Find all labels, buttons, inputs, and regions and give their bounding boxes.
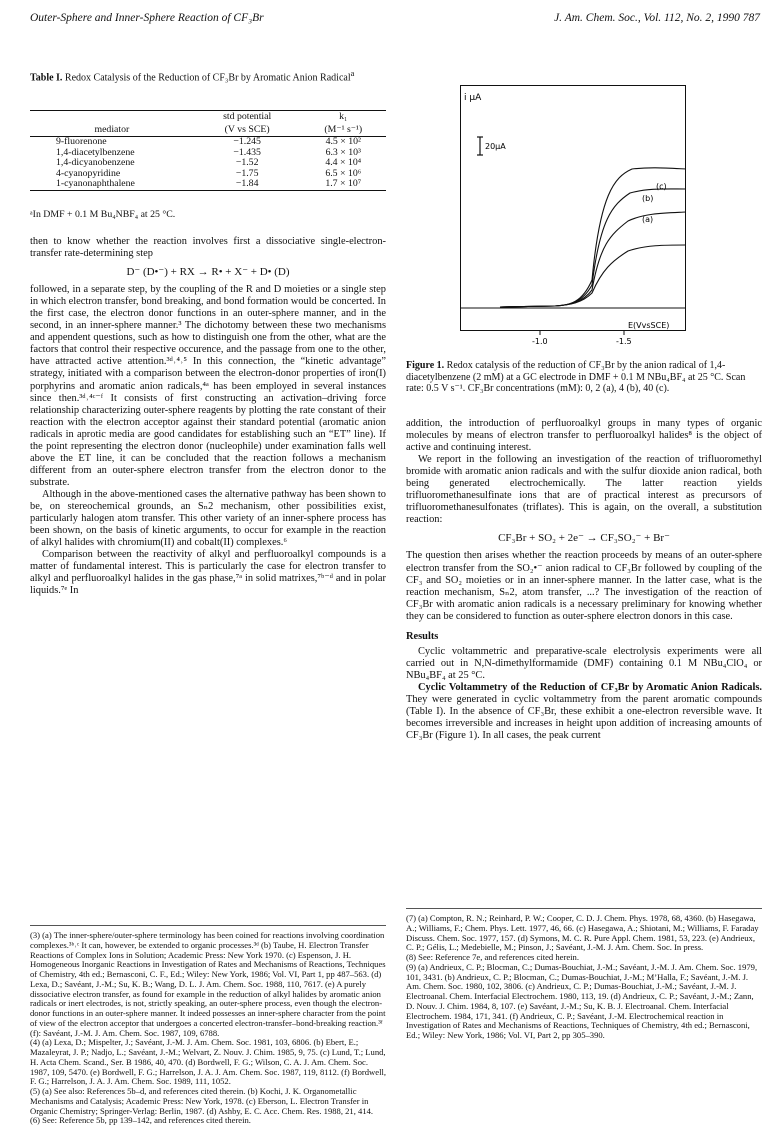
curve-a: [500, 212, 686, 307]
right-footnotes: [406, 908, 762, 1041]
cell-mediator: 9-fluorenone: [56, 136, 107, 147]
table-footnote: ᵃIn DMF + 0.1 M Bu₄NBF₄ at 25 °C.: [30, 209, 176, 220]
footnote: (4) (a) Lexa, D.; Mispelter, J.; Savéant, J.-M. J. Am. Chem. Soc. 1981, 103, 6806. (b) Ebert, E.; Mazaleyrat, J. P.; Nadjo, L.; Savéant, J.-M.; Welvart, Z. Nouv. J. Chim. 1985, 9, 75. (c) Lund, T.; Lund, H. Acta Chem. Scand., Ser. B 1986, 40, 470. (d) Bordwell, F. G.; Wilson, C. A. J. Am. Chem. Soc. 1987, 109, 5470. (e) Bordwell, F. G.; Harrelson, J. A. J. Am. Chem. Soc. 1987, 119, 8112. (f) Bordwell, F. G.; Harrelson, J. A. J. Am. Chem. Soc. 1989, 111, 1052.: [30, 1037, 387, 1087]
footnote: (3) (a) The inner-sphere/outer-sphere terminology has been coined for reactions involving coordination complexes.³ᵇ˒ᶜ It can, however, be extended to organic processes.³ᵈ (b) Taube, H. Electron Transfer Reactions of Complex Ions in Solution; Academic Press: New York 1970. (c) Espenson, J. H. Homogeneous Inorganic Reactions in Investigation of Rates and Mechanisms of Reactions, Techniques of Chemistry, 4th ed.; Bernasconi, C. F., Ed.; Wiley: New York, 1986; Vol. VI, Part 1, pp 487–563. (d) Lexa, D.; Savéant, J.-M.; Su, K. B.; Wang, D. L. J. Am. Chem. Soc. 1988, 110, 7617. (e) A purely dissociative electron transfer, as found for example in the reduction of alkyl halides by aromatic anion radicals or inert electrodes, is not, strictly speaking, an outer-sphere process, even though the electron-donor functions in an outer-sphere manner. It indeed possesses an inner-sphere character from the point of view of the electron acceptor that undergoes a concerted electron-transfer–bond-breaking reaction.³ᶠ (f): Savéant, J.-M. J. Am. Chem. Soc. 1987, 109, 6788.: [30, 930, 386, 1038]
body-text: They were generated in cyclic voltammetry from the parent aromatic compounds (Table I). In the absence of CF₃Br, these exhibit a one-electron reversible wave. It becomes irreversible and increases in height upon addition of increasing amounts of CF₃Br (Figure 1). In all cases, the peak current: [406, 693, 762, 742]
header-journal: J. Am. Chem. Soc., Vol. 112, No. 2, 1990 787: [554, 12, 760, 24]
scale-label: 20μA: [485, 142, 506, 151]
tick-label-2: -1.5: [616, 337, 632, 346]
plot-frame: [461, 86, 686, 331]
cell-mediator: 1,4-diacetylbenzene: [56, 146, 135, 158]
body-paragraph: followed, in a separate step, by the coupling of the R and D moieties or a single step in which electron transfer, bond breaking, and bond formation would be concerted. In the first case, the electron donor functions in an outer-sphere manner, and in the second, in an inner-sphere manner.³ The dichotomy between these two mechanisms and appendent questions, such as how to distinguish one from the other, what are the factors that control their respective occurence, and the passage from one to the other, have attracted active attention.³ᵈ˒⁴˒⁵ In this connection, the “kinetic advantage” strategy, initiated with a comparison between the electron-donor properties of iron(I) porphyrins and aromatic anion radicals,⁴ᵃ has been employed in several instances since then.³ᵈ˒⁴ᶜ⁻ᶠ It consists of first constructing an activation–driving force relationship characterizing outer-sphere reagents by plotting the rate constant of their reaction with the electron acceptor against their standard potential (aromatic anion radicals in aprotic media are good candidates for establishing such an “ET” line). If the point representing the electron donor (nucleophile) under examination falls well above the ET line, it can be concluded that the reaction follows a mechanism different from an outer-sphere electron transfer from the electron donor to the substrate.: [30, 284, 386, 488]
body-paragraph: then to know whether the reaction involves first a dissociative single-electron-transfer rate-determining step: [30, 236, 386, 260]
footnote: (5) (a) See also: References 5b–d, and references cited therein. (b) Kochi, J. K. Organometallic Mechanisms and Catalysis; Academic Press: New York, 1978. (c) Eberson, L. Electron Transfer in Organic Chemistry; Springer-Verlag: Berlin, 1987. (d) Ashby, E. C. Acc. Chem. Res. 1988, 21, 414.: [30, 1086, 374, 1116]
col-mediator: mediator: [94, 123, 130, 135]
body-paragraph: Although in the above-mentioned cases the alternative pathway has been shown to be, on stereochemical grounds, an Sₙ2 mechanism, other possibilities exist, particularly halogen atom transfer. This other variety of an inner-sphere process has been shown, on the basis of kinetic arguments, to occur for example in the reaction of alkyl halides with chromium(II) and cobalt(II) complexes.⁶: [30, 488, 386, 549]
body-paragraph: The question then arises whether the reaction proceeds by means of an outer-sphere electron transfer from the SO₂•⁻ anion radical to CF₃Br followed by coupling of the CF₃ and SO₂ moieties or in an inner-sphere manner. In the latter case, what is the reaction mechanism, Sₙ2, atom transfer, ...? The investigation of the reaction of CF₃Br with aromatic anion radicals is a necessary preliminary for knowing whether they can be considered to function as outer-sphere electron donors in this case.: [406, 550, 762, 622]
footnote: (9) (a) Andrieux, C. P.; Blocman, C.; Dumas-Bouchiat, J.-M.; Savéant, J.-M. J. Am. Chem. Soc. 1979, 101, 3431. (b) Andrieux, C. P.; Blocman, C.; Dumas-Bouchiat, J.-M.; M’Halla, F.; Savéant, J.-M. J. Am. Chem. Soc. 1980, 102, 3806. (c) Andrieux, C. P.; Dumas-Bouchiat, J.-M.; Savéant, J.-M. J. Electroanal. Chem. Interfacial Electrochem. 1980, 113, 19. (d) Andrieux, C. P.; Savéant, J.-M.; Zann, D. Nouv. J. Chim. 1984, 8, 107. (e) Savéant, J.-M.; Su, K. B. J. Electroanal. Chem. Interfacial Electrochem. 1984, 171, 341. (f) Andrieux, C. P.; Savéant, J.-M. Electrochemical reaction in Investigation of Rates and Mechanisms of Reactions, Techniques of Chemistry, 4th ed.; Bernasconi, Ed.; Wiley: New York, 1986; Vol. VI, Part 2, pp 305–390.: [406, 961, 758, 1040]
right-column-body: [406, 418, 762, 742]
tick-label-1: -1.0: [532, 337, 548, 346]
figure-caption-label: Figure 1.: [406, 360, 445, 371]
cell-k1: 6.5 × 10⁶: [325, 167, 362, 179]
running-header: [30, 12, 760, 26]
cell-k1: 4.5 × 10²: [325, 136, 361, 147]
left-column-body: [30, 236, 386, 597]
body-paragraph: We report in the following an investigation of the reaction of trifluoromethyl bromide with aromatic anion radicals and with the sulfur dioxide anion radical, both being generated electrochemically. The latter reaction yields trifluoromethanesulfinate ions that are of practical interest as precursors of trifluoromethanesulfonates (triflates). This is again, on the overall, a substitution reaction:: [406, 454, 762, 526]
redox-table: [30, 110, 386, 191]
header-title: Outer-Sphere and Inner-Sphere Reaction of CF₃Br: [30, 12, 264, 24]
cell-potential: −1.435: [233, 146, 261, 158]
table-caption-note: a: [350, 69, 355, 78]
run-in-heading: Cyclic Voltammetry of the Reduction of CF₃Br by Aromatic Anion Radicals.: [418, 681, 762, 693]
cell-potential: −1.84: [235, 178, 259, 190]
section-heading: Results: [406, 630, 439, 642]
figure-1: [460, 85, 686, 347]
figure-1-plot: [460, 85, 686, 347]
x-axis-label: E(VvsSCE): [628, 321, 670, 330]
col-potential-1: std potential: [223, 111, 272, 122]
curve-label-a: (a): [642, 215, 654, 224]
table-row: [30, 137, 386, 148]
cell-k1: 4.4 × 10⁴: [325, 157, 362, 169]
footnote: (8) See: Reference 7e, and references cited herein.: [406, 952, 579, 962]
curve-label-b: (b): [642, 194, 654, 203]
curve-b: [500, 189, 686, 307]
cell-potential: −1.52: [235, 157, 259, 169]
table-body: [30, 137, 386, 191]
equation-substitution: CF₃Br + SO₂ + 2e⁻ → CF₃SO₂⁻ + Br⁻: [498, 532, 670, 545]
cell-k1: 6.3 × 10³: [325, 146, 361, 158]
footnote: (6) See: Reference 5b, pp 139–142, and references cited therein.: [30, 1115, 251, 1126]
cell-mediator: 1,4-dicyanobenzene: [56, 157, 135, 169]
table-row: [30, 179, 386, 190]
figure-caption-text: Redox catalysis of the reduction of CF₃Br by the anion radical of 1,4-diacetylbenzene (2 mM) at a GC electrode in DMF + 0.1 M NBu₄BF₄ at 25 °C. Scan rate: 0.5 V s⁻¹. CF₃Br concentrations (mM): 0, 2 (a), 4 (b), 40 (c).: [406, 360, 746, 395]
body-paragraph: Comparison between the reactivity of alkyl and perfluoroalkyl compounds is a matter of fundamental interest. This is particularly the case for electron transfer to alkyl and perfluoroalkyl halides in the gas phase,⁷ᵃ in solid matrixes,⁷ᵇ⁻ᵈ and in polar liquids.⁷ᵉ In: [30, 549, 386, 597]
cell-potential: −1.75: [235, 167, 259, 179]
table-caption: [30, 68, 386, 84]
col-k1-1: k₁: [339, 111, 348, 122]
curve-label-c: (c): [656, 182, 667, 191]
table-caption-label: Table I.: [30, 72, 63, 84]
col-potential-2: (V vs SCE): [224, 123, 270, 135]
body-paragraph: Cyclic voltammetric and preparative-scale electrolysis experiments were all carried out in N,N-dimethylformamide (DMF) containing 0.1 M NBu₄ClO₄ or NBu₄BF₄ at 25 °C.: [406, 645, 762, 681]
figure-caption: [406, 360, 762, 395]
cell-k1: 1.7 × 10⁷: [325, 178, 362, 190]
footnote: (7) (a) Compton, R. N.; Reinhard, P. W.; Cooper, C. D. J. Chem. Phys. 1978, 68, 4360. (b) Hasegawa, A.; Williams, F.; Chem. Phys. Lett. 1977, 46, 66. (c) Hasegawa, A.; Shiotani, M.; Williams, F. Faraday Discuss. Chem. Soc. 1977, 157. (d) Symons, M. C. R. Pure Appl. Chem. 1981, 53, 223. (e) Andrieux, C. P.; Gélis, L.; Medebielle, M.; Pinson, J.; Savéant, J.-M. J. Am. Chem. Soc. In press.: [406, 913, 759, 953]
table-caption-text: Redox Catalysis of the Reduction of CF₃Br by Aromatic Anion Radical: [64, 72, 351, 84]
cell-mediator: 1-cyanonaphthalene: [56, 178, 135, 190]
body-paragraph: addition, the introduction of perfluoroalkyl groups in many types of organic molecules by means of electron transfer to perfluoroalkyl halides⁸ is the object of active and continuing interest.: [406, 418, 762, 454]
body-paragraph: [406, 682, 762, 742]
cell-potential: −1.245: [233, 136, 261, 147]
cell-mediator: 4-cyanopyridine: [56, 167, 121, 179]
col-k1-2: (M⁻¹ s⁻¹): [324, 123, 363, 135]
y-axis-label: i μA: [464, 93, 482, 103]
left-footnotes: [30, 925, 386, 1126]
equation-d: D⁻ (D•⁻) + RX → R• + X⁻ + D• (D): [126, 266, 290, 279]
